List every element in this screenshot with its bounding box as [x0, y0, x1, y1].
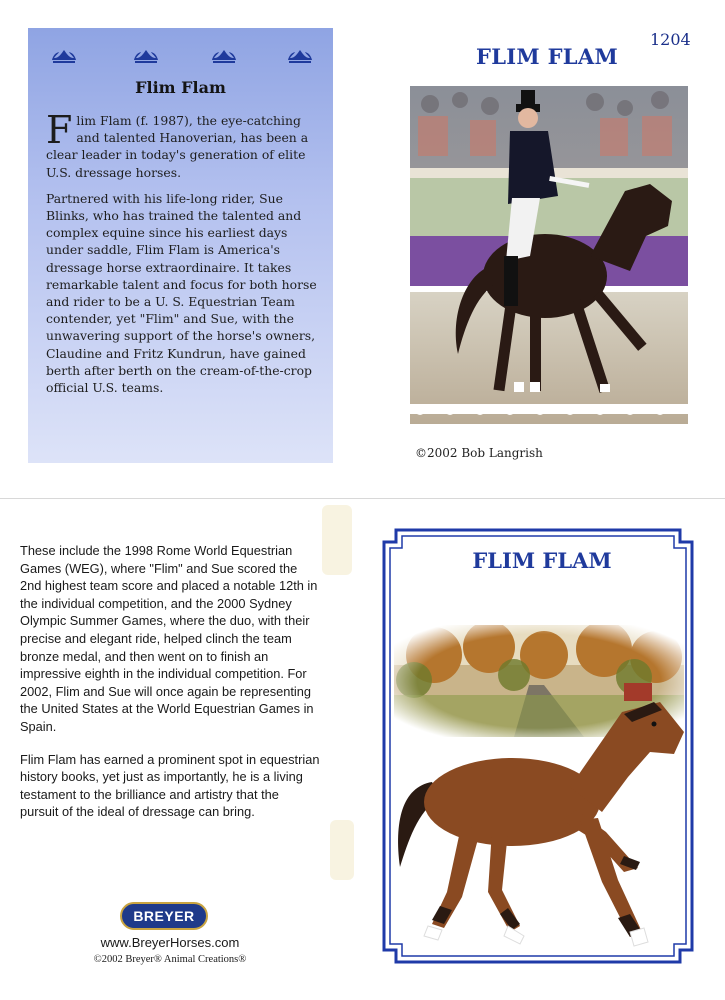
copyright-notice: ©2002 Breyer® Animal Creations® — [93, 954, 247, 965]
paper-smudge — [330, 820, 354, 880]
card-title-top: FLIM FLAM — [476, 44, 618, 69]
fleur-ornament-icon — [286, 46, 314, 66]
rider-photo — [410, 86, 688, 424]
photo-credit: ©2002 Bob Langrish — [415, 446, 543, 460]
panel-title: Flim Flam — [135, 78, 226, 97]
story-paragraph-2: Flim Flam has earned a prominent spot in equestrian history books, yet just as importantly, he is a living testament to the brilliance and artistry that the pursuit of the ideal of dressage can bring. — [20, 751, 320, 820]
horse-model-photo — [392, 692, 692, 954]
fleur-ornament-icon — [132, 46, 160, 66]
description-panel — [28, 28, 333, 463]
fleur-ornament-icon — [50, 46, 78, 66]
item-number: 1204 — [650, 30, 691, 49]
ornament-row — [28, 46, 333, 66]
website-url[interactable]: www.BreyerHorses.com — [100, 935, 240, 950]
story-paragraph-1: These include the 1998 Rome World Equestrian Games (WEG), where "Flim" and Sue scored the 2nd highest team score and placed a notable 12th in the individual competition, and the 2000 Sydney Olympic Summer Games, where the duo, with their precise and elegant ride, helped clinch the team bronze medal, and then went on to finish an impressive eighth in the individual competition. For 2002, Flim and Sue will once again be representing the United States at the World Equestrian Games in Spain. — [20, 543, 318, 734]
panel-paragraph-1-text: lim Flam (f. 1987), the eye-catching and talented Hanoverian, has been a clear leader in today's generation of elite U.S. dressage horses. — [46, 113, 309, 180]
story-text — [20, 542, 320, 836]
panel-paragraph-1 — [46, 108, 317, 181]
panel-paragraph-2: Partnered with his life-long rider, Sue Blinks, who has trained the talented and complex equine since his earliest days under saddle, Flim Flam is America's dressage horse extraordinaire. It takes remarkable talent and focus for both horse and rider to be a U. S. Equestrian Team contender, yet "Flim" and Sue, with the unwavering support of the horse's owners, Claudine and Fritz Kundrun, have gained berth after berth on the cream-of-the-crop official U.S. teams. — [46, 190, 317, 396]
drop-cap: F — [46, 108, 73, 152]
card-title-bottom: FLIM FLAM — [472, 548, 612, 573]
paper-smudge — [322, 505, 352, 575]
fold-line — [0, 498, 725, 499]
fleur-ornament-icon — [210, 46, 238, 66]
panel-body — [46, 108, 317, 405]
breyer-logo: BREYER — [120, 902, 208, 930]
